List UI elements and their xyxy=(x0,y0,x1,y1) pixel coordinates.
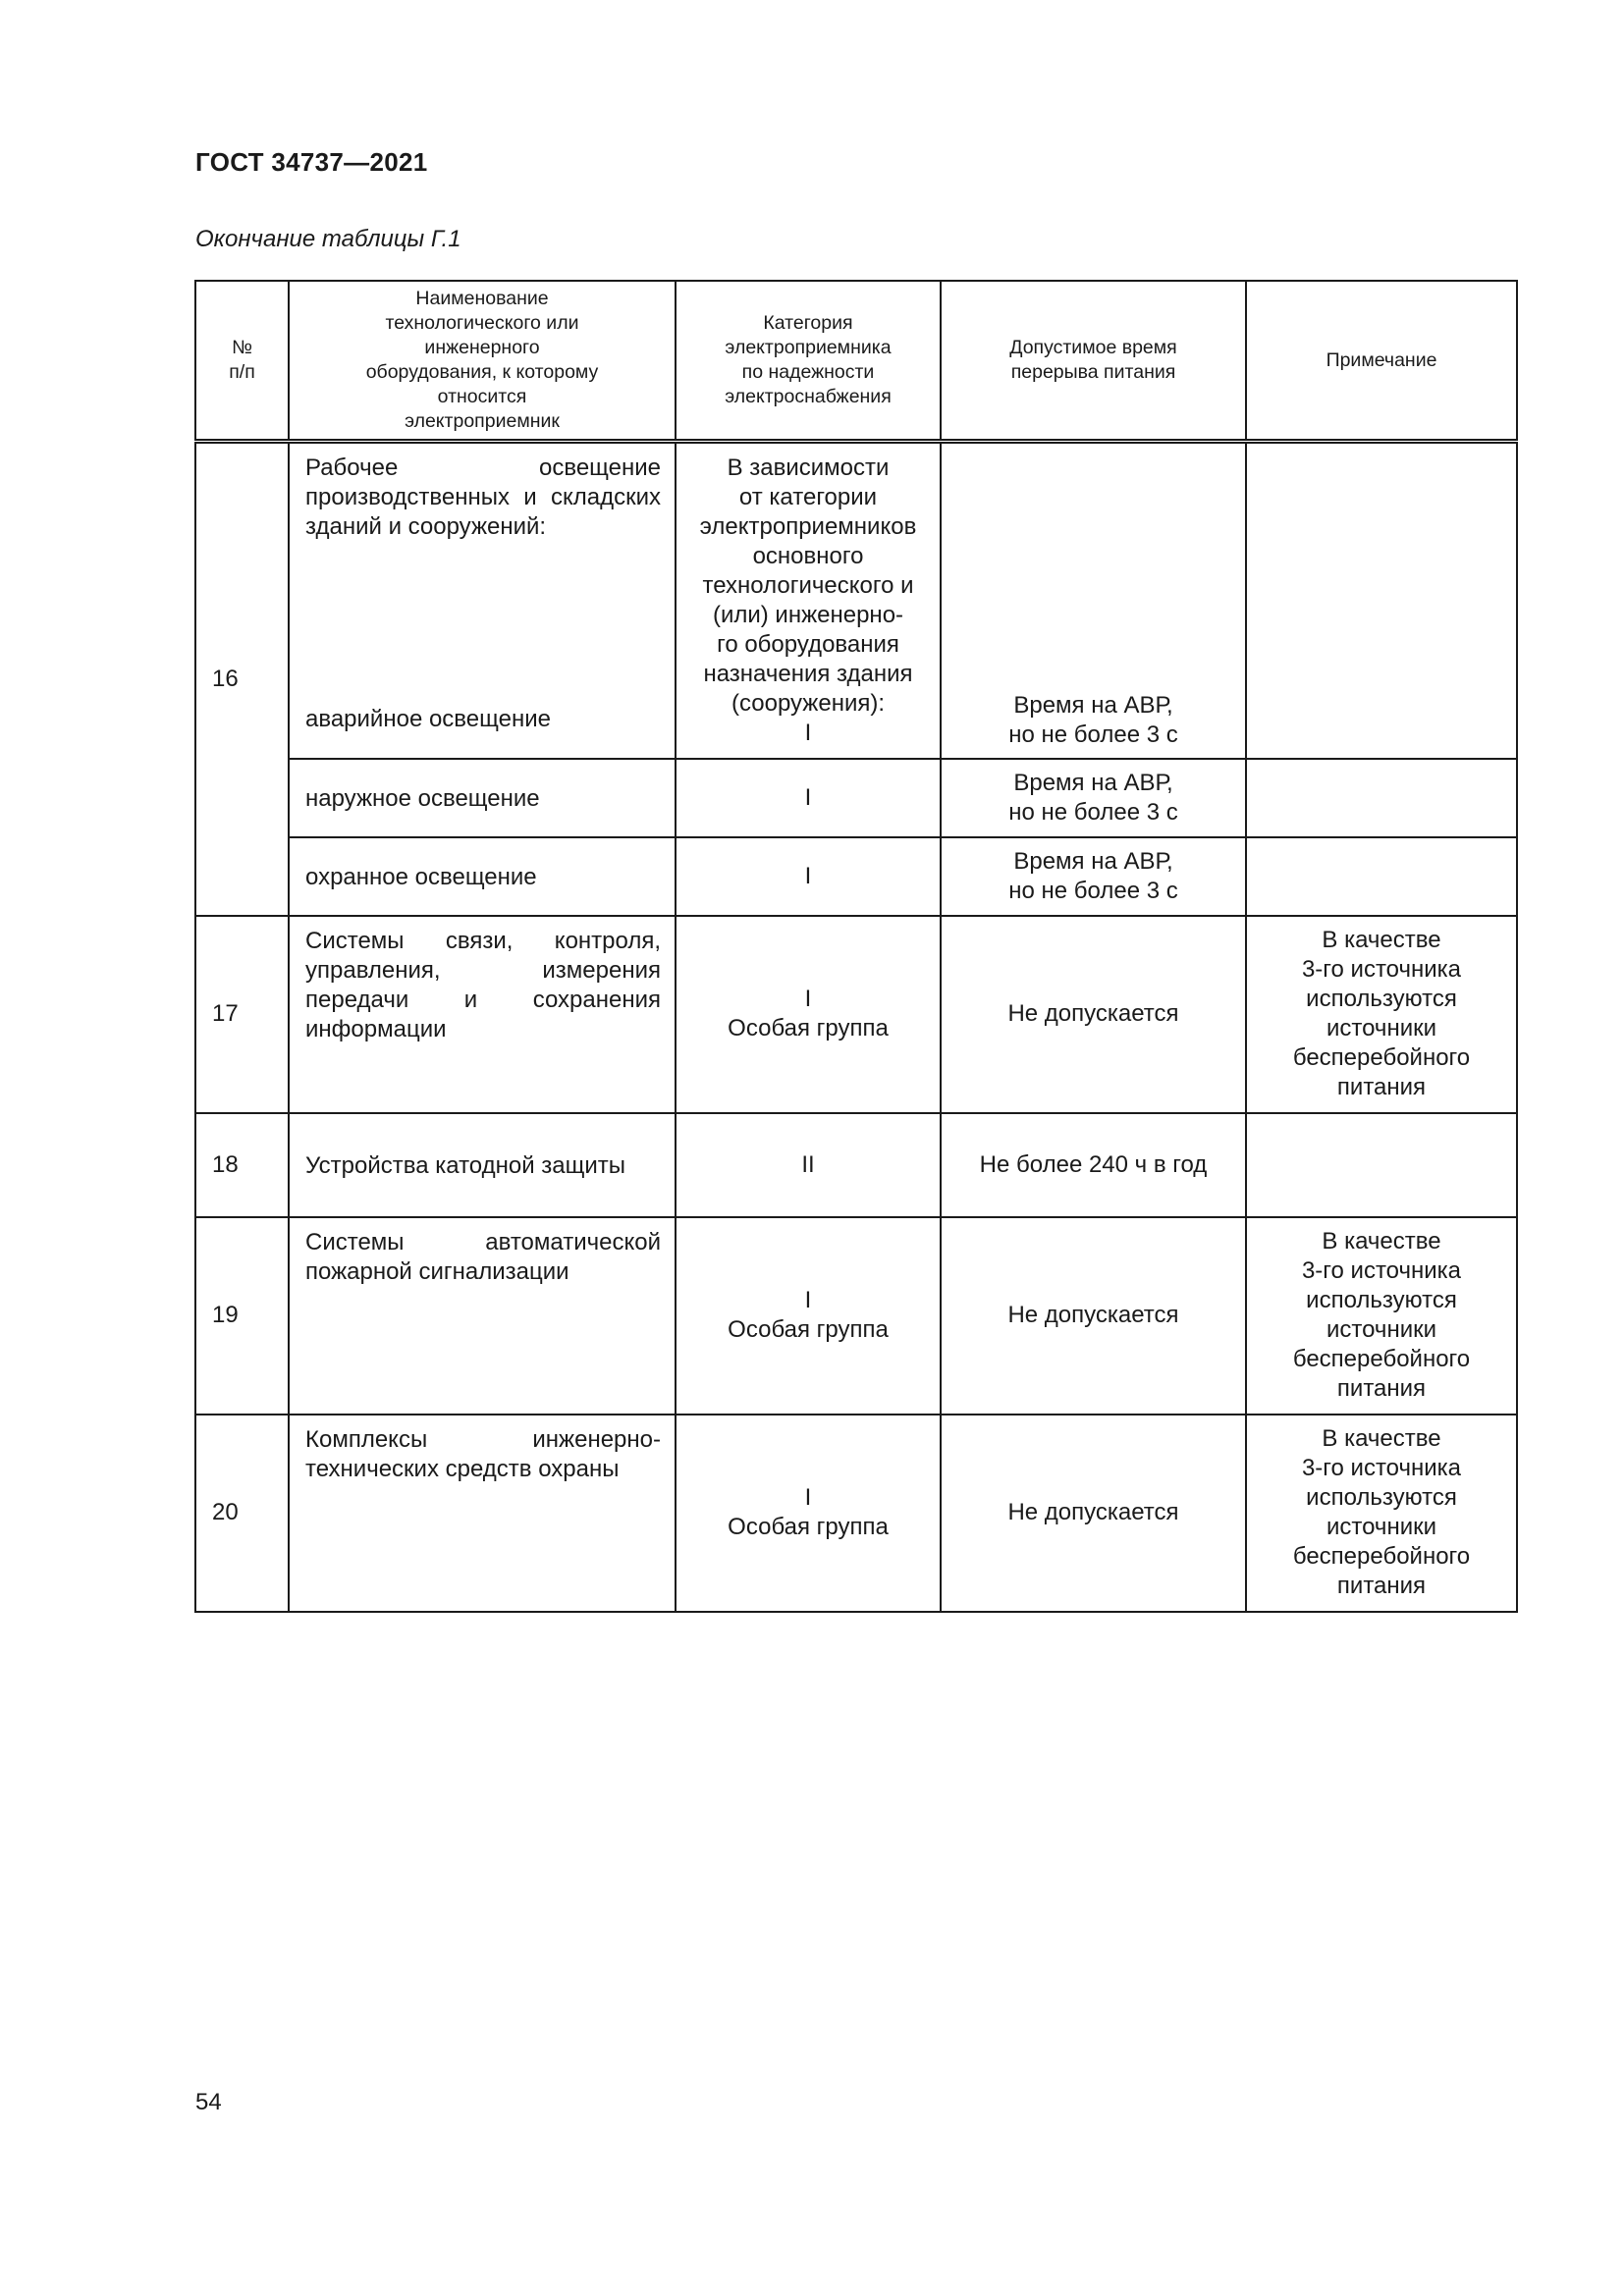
cell-note xyxy=(1246,1113,1517,1217)
cell-name: наружное освещение xyxy=(289,759,676,837)
cell-num: 18 xyxy=(195,1113,289,1217)
cell-name-sub: аварийное освещение xyxy=(305,705,551,732)
table-row-18 xyxy=(195,1113,1517,1217)
cell-name: Устройства катодной защиты xyxy=(289,1113,676,1217)
cell-category: В зависимости от категории электроприемников основного технологического и (или) инженерно- го оборудования назначения здания (сооружения): I xyxy=(676,442,941,759)
table-caption: Окончание таблицы Г.1 xyxy=(195,226,461,252)
cell-note: В качестве 3-го источника используются источники бесперебойного питания xyxy=(1246,916,1517,1113)
cell-time: Не допускается xyxy=(941,1415,1246,1612)
column-header-note: Примечание xyxy=(1246,281,1517,442)
cell-time: Время на АВР, но не более 3 с xyxy=(941,837,1246,916)
cell-name: Системы связи, контроля, управления, измерения передачи и сохранения информации xyxy=(289,916,676,1113)
cell-note: В качестве 3-го источника используются источники бесперебойного питания xyxy=(1246,1217,1517,1415)
cell-time: Время на АВР, но не более 3 с xyxy=(941,442,1246,759)
cell-name: Комплексы инженерно-технических средств охраны xyxy=(289,1415,676,1612)
table-row-20 xyxy=(195,1415,1517,1612)
column-header-time: Допустимое время перерыва питания xyxy=(941,281,1246,442)
cell-time: Не допускается xyxy=(941,1217,1246,1415)
cell-category: I Особая группа xyxy=(676,1217,941,1415)
cell-note xyxy=(1246,442,1517,759)
cell-time: Время на АВР, но не более 3 с xyxy=(941,759,1246,837)
cell-category: I Особая группа xyxy=(676,916,941,1113)
cell-num: 19 xyxy=(195,1217,289,1415)
cell-time: Не допускается xyxy=(941,916,1246,1113)
cell-note: В качестве 3-го источника используются источники бесперебойного питания xyxy=(1246,1415,1517,1612)
table-row-16b xyxy=(195,759,1517,837)
table-row-16c xyxy=(195,837,1517,916)
cell-category: I Особая группа xyxy=(676,1415,941,1612)
table-header-row xyxy=(195,281,1517,442)
cell-name-main: Рабочее освещение производственных и складских зданий и сооружений: xyxy=(305,454,661,540)
table-row-16 xyxy=(195,442,1517,759)
cell-note xyxy=(1246,759,1517,837)
electroreceiver-table xyxy=(194,280,1518,1613)
document-title: ГОСТ 34737—2021 xyxy=(195,147,428,177)
cell-note xyxy=(1246,837,1517,916)
cell-name: Системы автоматической пожарной сигнализации xyxy=(289,1217,676,1415)
cell-num: 16 xyxy=(195,442,289,916)
column-header-name: Наименование технологического или инженерного оборудования, к которому относится электроприемник xyxy=(289,281,676,442)
column-header-num: № п/п xyxy=(195,281,289,442)
cell-num: 20 xyxy=(195,1415,289,1612)
table-row-17 xyxy=(195,916,1517,1113)
cell-name xyxy=(289,442,676,759)
page-number: 54 xyxy=(195,2089,222,2115)
cell-name: охранное освещение xyxy=(289,837,676,916)
cell-category: I xyxy=(676,759,941,837)
cell-category: II xyxy=(676,1113,941,1217)
table-row-19 xyxy=(195,1217,1517,1415)
cell-time: Не более 240 ч в год xyxy=(941,1113,1246,1217)
cell-category: I xyxy=(676,837,941,916)
cell-num: 17 xyxy=(195,916,289,1113)
column-header-category: Категория электроприемника по надежности электроснабжения xyxy=(676,281,941,442)
